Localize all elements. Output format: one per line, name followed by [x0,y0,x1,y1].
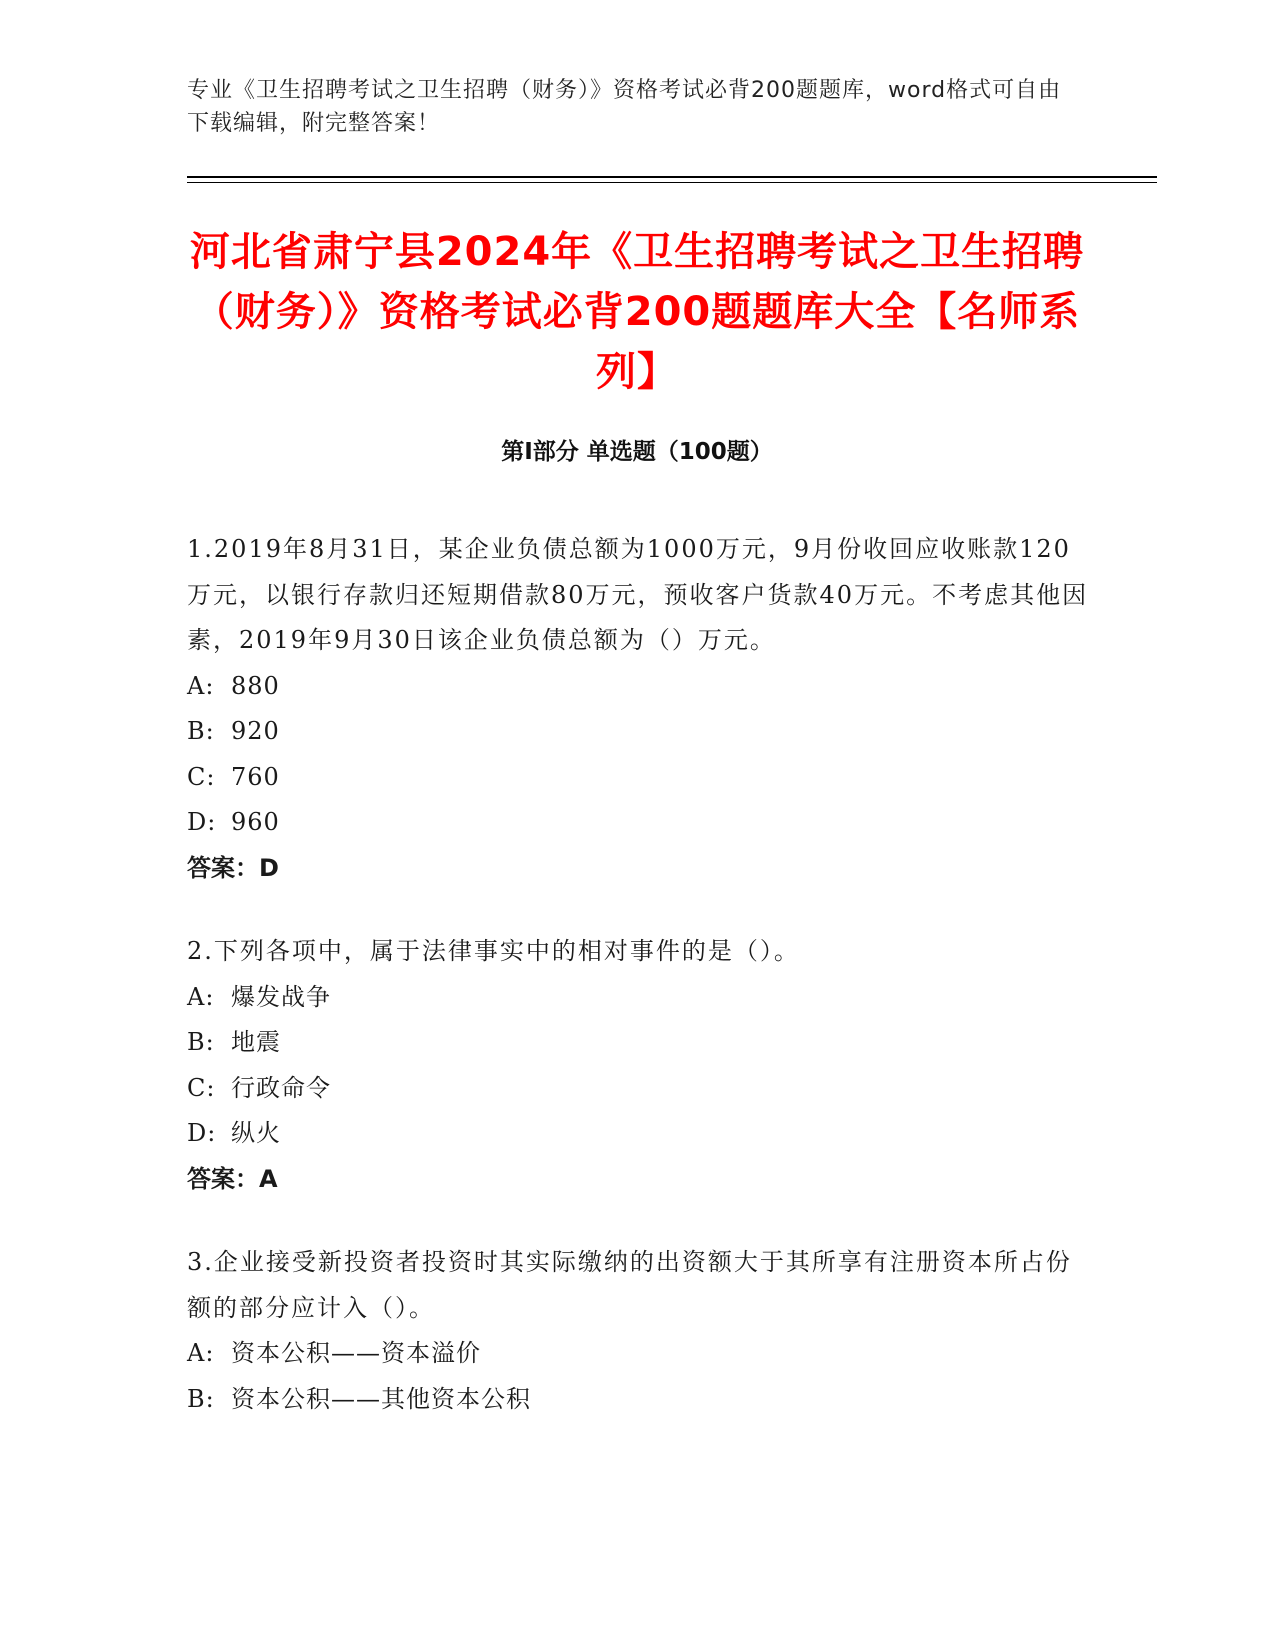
option-c [187,1066,1092,1112]
option-key: C: [187,1073,216,1102]
header-divider-thin [187,182,1157,183]
option-text: 资本公积——资本溢价 [231,1339,481,1367]
option-key: A: [187,1339,215,1367]
option-key: B: [187,1384,215,1413]
option-key: C: [187,762,216,791]
option-b [187,1377,1092,1423]
option-b [187,1020,1092,1066]
option-text: 920 [231,717,280,745]
question-stem: 1.2019年8月31日，某企业负债总额为1000万元，9月份收回应收账款120万元，以银行存款归还短期借款80万元，预收客户货款40万元。不考虑其他因素，2019年9月30日该企业负债总额为（）万元。 [187,535,1089,654]
option-text: 纵火 [231,1119,281,1147]
option-a [187,975,1092,1021]
header-note: 专业《卫生招聘考试之卫生招聘（财务）》资格考试必背200题题库，word格式可自由下载编辑，附完整答案！ [187,78,1062,136]
answer: 答案：D [187,853,279,882]
option-a [187,1331,1092,1377]
question-list [187,527,1092,1460]
question-1 [187,527,1092,891]
option-text: 行政命令 [231,1073,331,1102]
option-key: D: [187,1119,217,1147]
option-text: 地震 [231,1028,281,1056]
question-stem: 3.企业接受新投资者投资时其实际缴纳的出资额大于其所享有注册资本所占份额的部分应计入（）。 [187,1248,1072,1322]
document-title: 河北省肃宁县2024年《卫生招聘考试之卫生招聘（财务）》资格考试必背200题题库大全【名师系列】 [189,229,1085,395]
option-d [187,800,1092,846]
option-key: B: [187,1028,215,1056]
option-b [187,709,1092,755]
option-d [187,1111,1092,1157]
answer: 答案：A [187,1164,278,1193]
option-text: 爆发战争 [231,982,331,1011]
question-3 [187,1240,1092,1422]
option-a [187,664,1092,710]
option-text: 资本公积——其他资本公积 [231,1384,531,1413]
question-stem: 2.下列各项中，属于法律事实中的相对事件的是（）。 [187,937,800,965]
option-key: A: [187,982,215,1011]
option-text: 960 [231,808,280,836]
option-key: A: [187,671,215,700]
question-2 [187,929,1092,1202]
option-key: B: [187,717,215,745]
option-text: 760 [231,762,280,791]
option-c [187,755,1092,801]
header-divider [187,176,1157,178]
option-text: 880 [231,671,280,700]
option-key: D: [187,808,217,836]
section-heading: 第Ⅰ部分 单选题（100题） [501,439,773,465]
